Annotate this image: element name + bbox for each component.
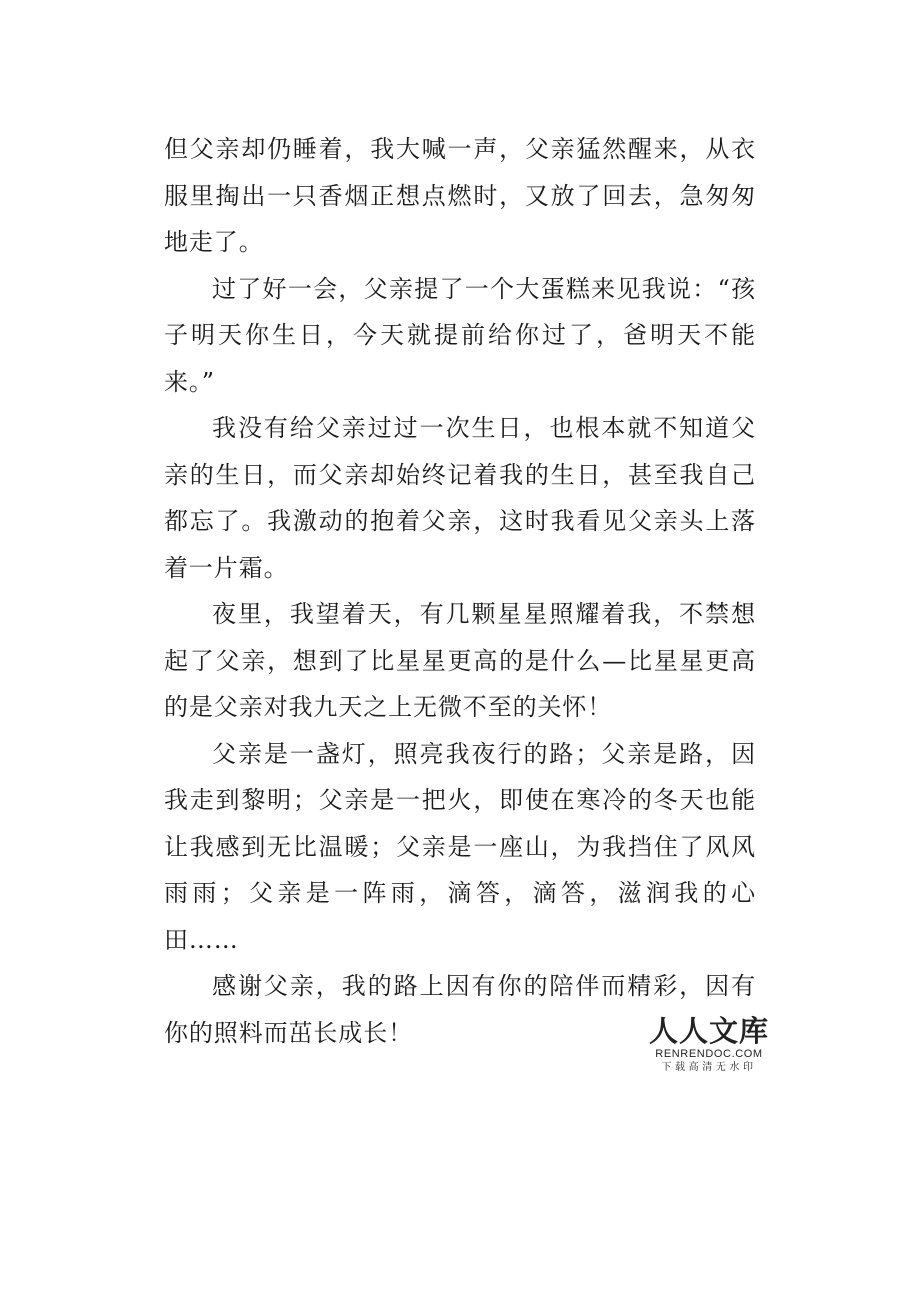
watermark-url: RENRENDOC.COM [655, 1048, 763, 1060]
paragraph: 我没有给父亲过过一次生日，也根本就不知道父亲的生日，而父亲却始终记着我的生日，甚至我自己都忘了。我激动的抱着父亲，这时我看见父亲头上落着一片霜。 [164, 414, 756, 582]
paragraph: 但父亲却仍睡着，我大喊一声，父亲猛然醒来，从衣服里掏出一只香烟正想点燃时，又放了回去，急匆匆地走了。 [164, 135, 756, 256]
paragraph: 感谢父亲，我的路上因有你的陪伴而精彩，因有你的照料而茁长成长！ [164, 972, 756, 1047]
watermark-slogan: 下载高清无水印 [661, 1062, 757, 1073]
paragraph: 夜里，我望着天，有几颗星星照耀着我，不禁想起了父亲，想到了比星星更高的是什么—比星星更高的是父亲对我九天之上无微不至的关怀！ [164, 600, 756, 721]
document-body [164, 126, 756, 1056]
watermark-logo [646, 1014, 772, 1075]
paragraph: 父亲是一盏灯，照亮我夜行的路；父亲是路，因我走到黎明；父亲是一把火，即使在寒冷的冬天也能让我感到无比温暖；父亲是一座山，为我挡住了风风雨雨；父亲是一阵雨，滴答，滴答，滋润我的心田…… [164, 739, 756, 954]
watermark-brand: 人人文库 [648, 1014, 769, 1048]
paragraph: 过了好一会，父亲提了一个大蛋糕来见我说：“孩子明天你生日，今天就提前给你过了，爸明天不能来。” [164, 274, 756, 396]
